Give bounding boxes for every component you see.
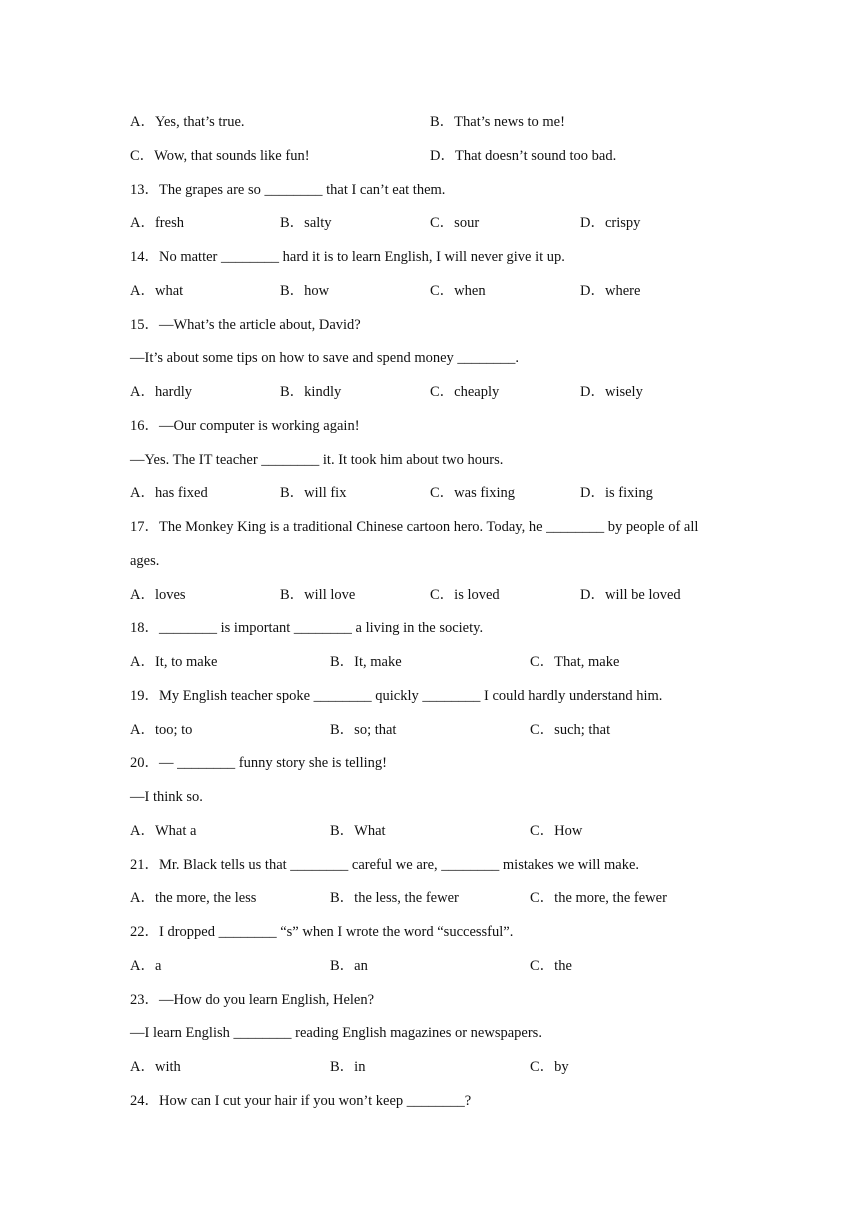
answer-option: B．so; that (330, 722, 397, 738)
answer-option: C．when (430, 283, 486, 299)
answer-option: B．It, make (330, 654, 402, 670)
question-line: 24．How can I cut your hair if you won’t keep ________? (130, 1093, 472, 1109)
answer-option: B．salty (280, 215, 332, 231)
answer-option: A．too; to (130, 722, 193, 738)
question-line: —I think so. (130, 789, 203, 805)
answer-option: A．What a (130, 823, 197, 839)
answer-option: B．kindly (280, 384, 342, 400)
answer-option: C．That, make (530, 654, 620, 670)
question-line: 18．________ is important ________ a living in the society. (130, 620, 484, 636)
answer-option: C．Wow, that sounds like fun! (130, 148, 310, 164)
answer-option: B．the less, the fewer (330, 890, 459, 906)
answer-option: A．the more, the less (130, 890, 257, 906)
answer-option: C．is loved (430, 587, 500, 603)
question-line: 23．—How do you learn English, Helen? (130, 992, 375, 1008)
answer-option: B．That’s news to me! (430, 114, 565, 130)
answer-option: D．where (580, 283, 641, 299)
answer-option: C．by (530, 1059, 569, 1075)
question-line: 20．— ________ funny story she is telling! (130, 755, 387, 771)
answer-option: B．in (330, 1059, 366, 1075)
answer-option: C．cheaply (430, 384, 500, 400)
answer-option: A．with (130, 1059, 181, 1075)
question-line: ages. (130, 553, 160, 569)
answer-option: A．a (130, 958, 162, 974)
answer-option: C．was fixing (430, 485, 515, 501)
answer-option: D．is fixing (580, 485, 653, 501)
question-line: 14．No matter ________ hard it is to learn English, I will never give it up. (130, 249, 565, 265)
question-line: 15．—What’s the article about, David? (130, 317, 361, 333)
answer-option: D．wisely (580, 384, 643, 400)
answer-option: D．will be loved (580, 587, 681, 603)
answer-option: A．fresh (130, 215, 184, 231)
question-line: 22．I dropped ________ “s” when I wrote the word “successful”. (130, 924, 514, 940)
answer-option: A．loves (130, 587, 186, 603)
answer-option: A．hardly (130, 384, 193, 400)
answer-option: A．has fixed (130, 485, 208, 501)
answer-option: B．will love (280, 587, 356, 603)
question-line: —It’s about some tips on how to save and spend money ________. (130, 350, 520, 366)
question-line: 19．My English teacher spoke ________ quickly ________ I could hardly understand him. (130, 688, 663, 704)
answer-option: A．Yes, that’s true. (130, 114, 245, 130)
answer-option: D．That doesn’t sound too bad. (430, 148, 617, 164)
question-line: —Yes. The IT teacher ________ it. It took him about two hours. (130, 452, 504, 468)
answer-option: D．crispy (580, 215, 641, 231)
answer-option: A．what (130, 283, 184, 299)
answer-option: C．sour (430, 215, 480, 231)
answer-option: C．such; that (530, 722, 611, 738)
answer-option: B．will fix (280, 485, 347, 501)
answer-option: B．an (330, 958, 368, 974)
question-line: 17．The Monkey King is a traditional Chinese cartoon hero. Today, he ________ by people of all (130, 519, 699, 535)
answer-option: B．What (330, 823, 386, 839)
answer-option: C．the (530, 958, 572, 974)
answer-option: C．How (530, 823, 583, 839)
answer-option: A．It, to make (130, 654, 218, 670)
answer-option: C．the more, the fewer (530, 890, 667, 906)
question-line: 13．The grapes are so ________ that I can’t eat them. (130, 182, 446, 198)
question-line: 16．—Our computer is working again! (130, 418, 360, 434)
question-line: 21．Mr. Black tells us that ________ careful we are, ________ mistakes we will make. (130, 857, 640, 873)
answer-option: B．how (280, 283, 330, 299)
question-line: —I learn English ________ reading English magazines or newspapers. (130, 1025, 542, 1041)
